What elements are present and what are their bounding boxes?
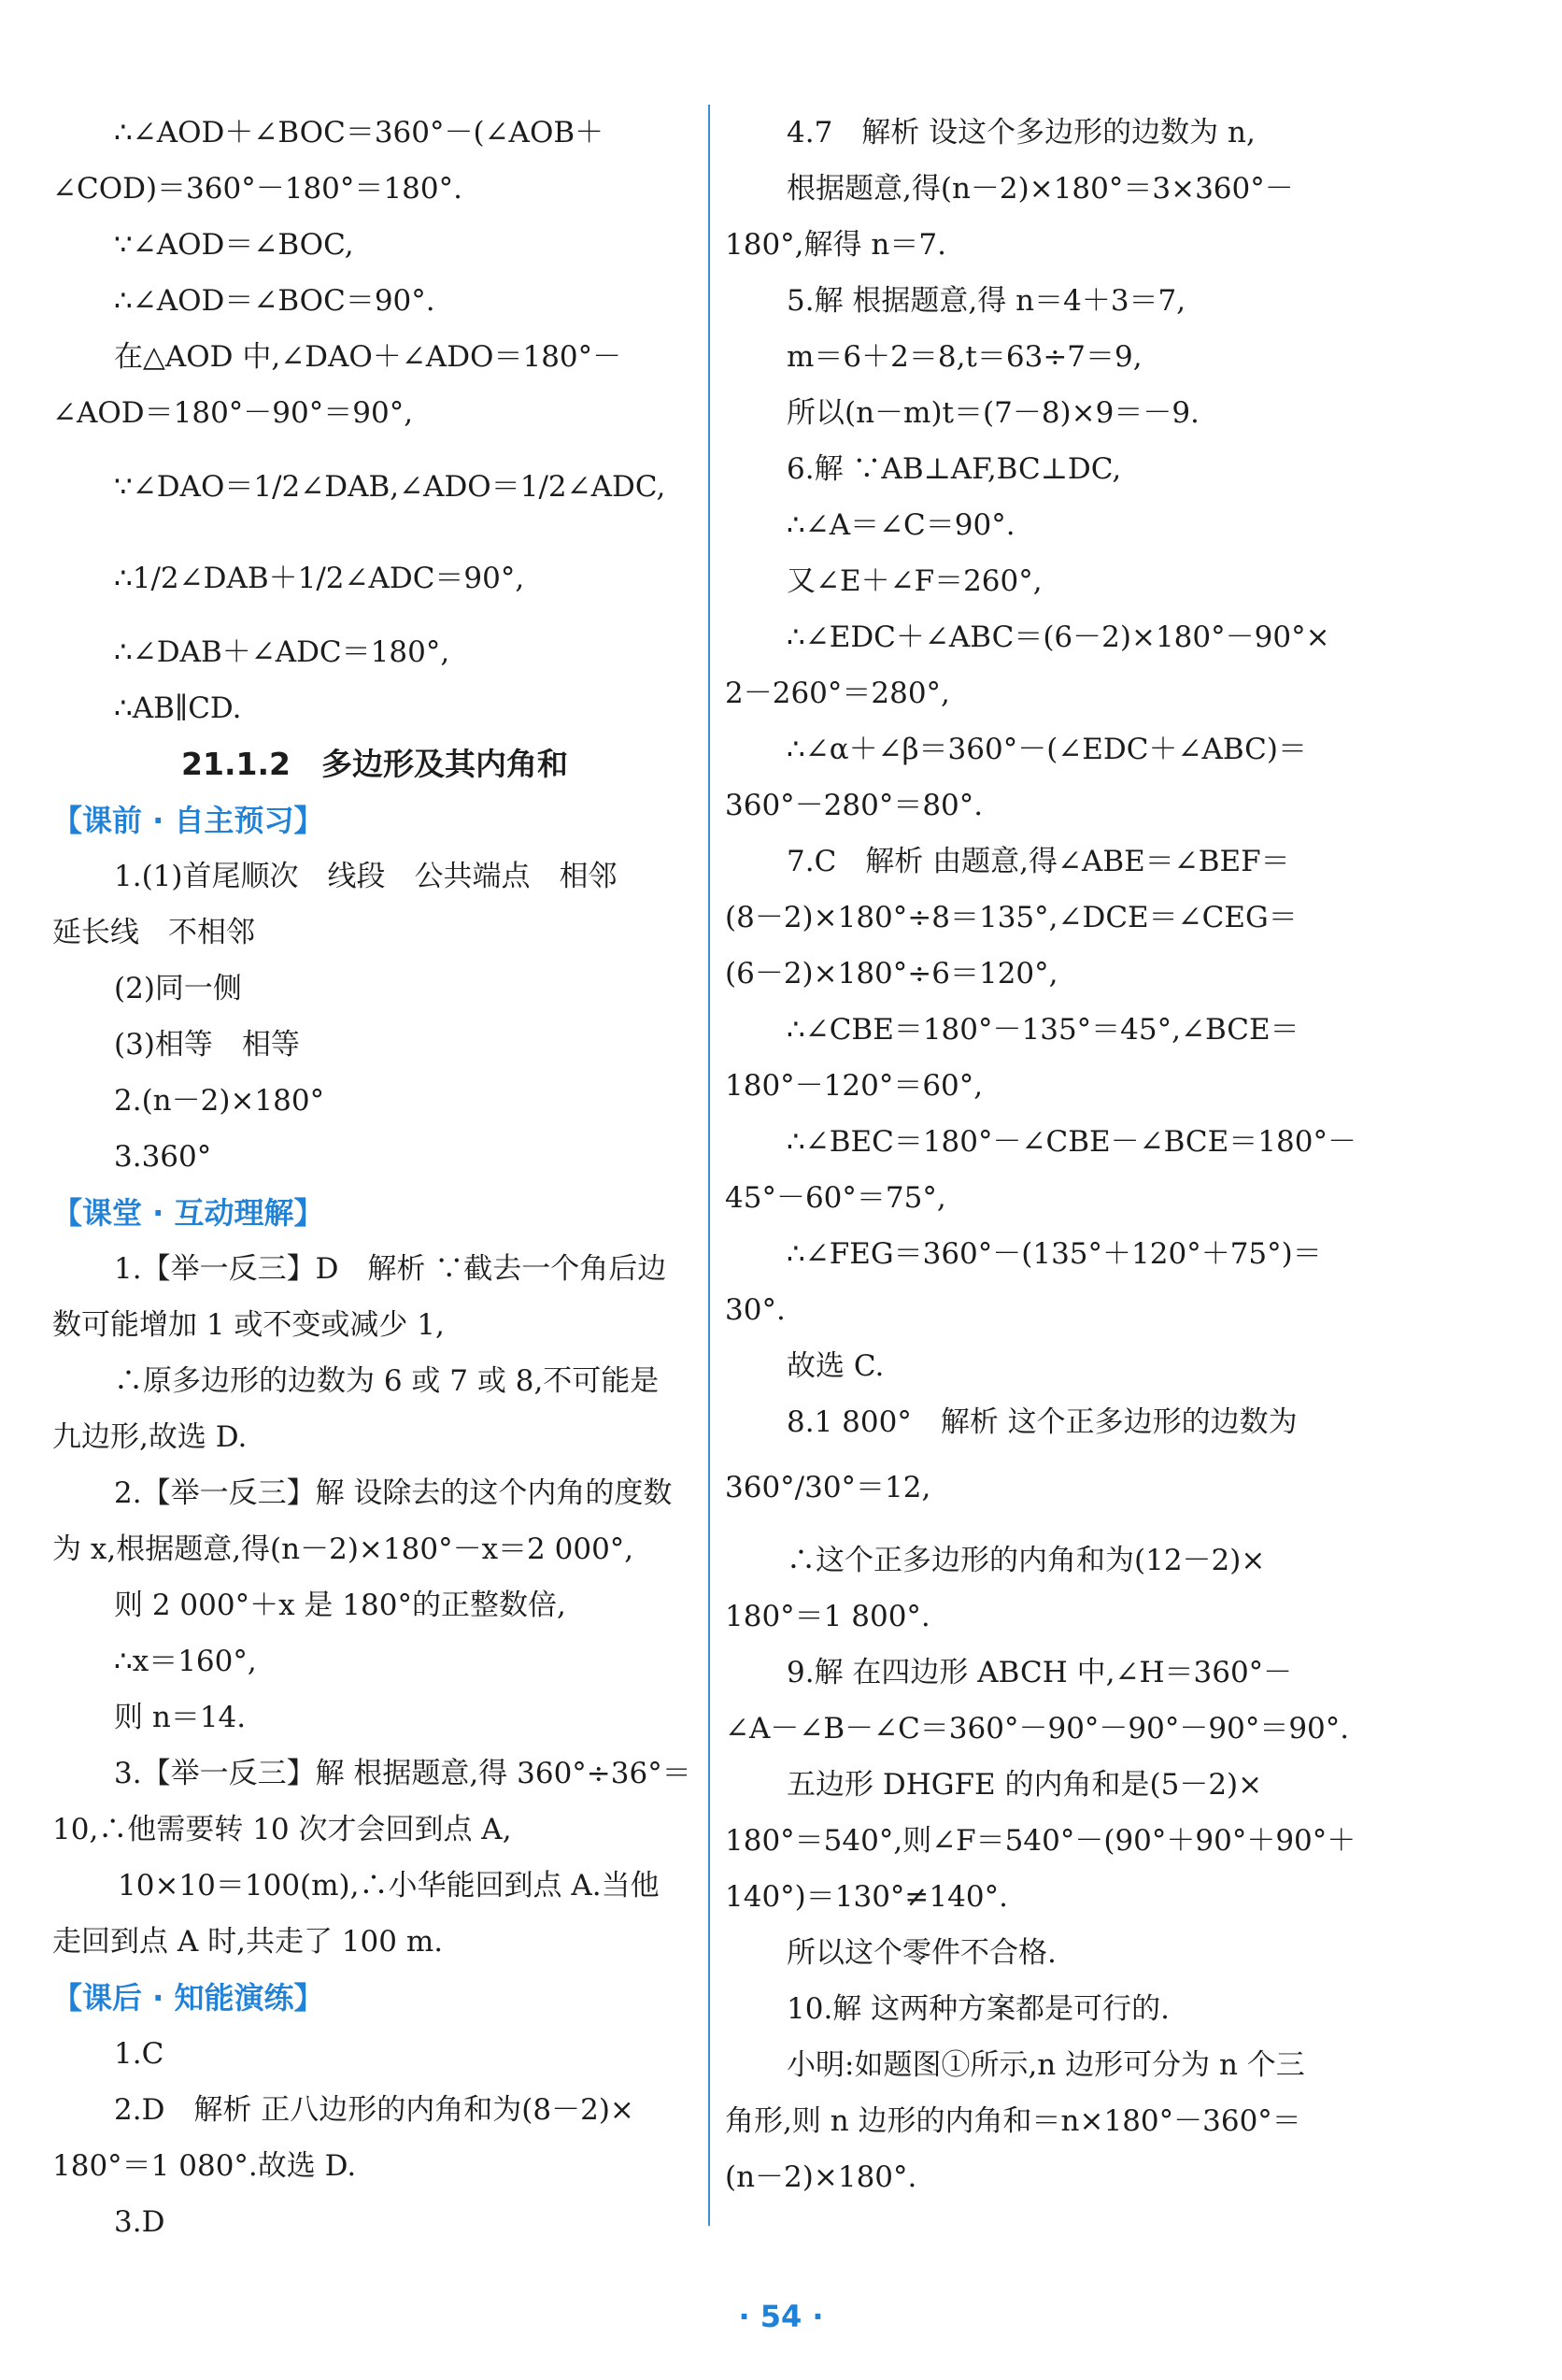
text-line: ∴∠AOD＝∠BOC＝90°. <box>114 284 435 318</box>
text-line: 10.解 这两种方案都是可行的. <box>787 1992 1171 2026</box>
text-line: 3.360° <box>114 1140 212 1174</box>
text-line: (n－2)×180°. <box>725 2160 917 2194</box>
left-column <box>52 105 697 2250</box>
text-line: 所以这个零件不合格. <box>787 1936 1057 1970</box>
text-line: ∴这个正多边形的内角和为(12－2)× <box>787 1544 1266 1577</box>
text-line: 7.C 解析 由题意,得∠ABE＝∠BEF＝ <box>787 845 1290 878</box>
text-line: 则 n＝14. <box>114 1701 247 1734</box>
text-line: ∴∠DAB＋∠ADC＝180°, <box>114 635 450 669</box>
text-line: 180°＝540°,则∠F＝540°－(90°＋90°＋90°＋ <box>725 1824 1356 1858</box>
text-line: ∵∠AOD＝∠BOC, <box>114 228 354 262</box>
text-line: ∴∠BEC＝180°－∠CBE－∠BCE＝180°－ <box>787 1125 1356 1159</box>
text-line: ∴x＝160°, <box>114 1645 257 1678</box>
text-line: 2.【举一反三】解 设除去的这个内角的度数 <box>114 1476 673 1510</box>
text-line: 小明:如题图①所示,n 边形可分为 n 个三 <box>787 2048 1305 2082</box>
text-line: 延长线 不相邻 <box>52 916 255 949</box>
text-line: 1.【举一反三】D 解析 ∵截去一个角后边 <box>114 1252 667 1286</box>
text-line: 在△AOD 中,∠DAO＋∠ADO＝180°－ <box>114 340 622 374</box>
text-line: 30°. <box>725 1293 786 1327</box>
text-line: (8－2)×180°÷8＝135°,∠DCE＝∠CEG＝ <box>725 901 1298 934</box>
text-line: 9.解 在四边形 ABCH 中,∠H＝360°－ <box>787 1656 1293 1689</box>
right-column <box>725 105 1368 2205</box>
text-line: (3)相等 相等 <box>114 1028 300 1062</box>
text-line: ∴∠A＝∠C＝90°. <box>787 508 1015 542</box>
text-line: 根据题意,得(n－2)×180°＝3×360°－ <box>787 172 1294 206</box>
text-line: 所以(n－m)t＝(7－8)×9＝－9. <box>787 396 1200 430</box>
text-line: 3.【举一反三】解 根据题意,得 360°÷36°＝ <box>114 1757 691 1790</box>
text-line: 4.7 解析 设这个多边形的边数为 n, <box>787 116 1256 150</box>
text-line: ∴∠α＋∠β＝360°－(∠EDC＋∠ABC)＝ <box>787 733 1308 766</box>
section-bar: 【课前 · 自主预习】 <box>52 803 324 838</box>
text-line: 1.C <box>114 2037 164 2071</box>
text-line: 360°－280°＝80°. <box>725 789 984 822</box>
text-line: 2－260°＝280°, <box>725 677 950 710</box>
column-divider <box>708 105 710 2226</box>
text-line: m＝6＋2＝8,t＝63÷7＝9, <box>787 340 1143 374</box>
text-line: 6.解 ∵AB⊥AF,BC⊥DC, <box>787 452 1122 486</box>
text-line: 10×10＝100(m),∴小华能回到点 A.当他 <box>118 1869 660 1903</box>
section-bar: 【课堂 · 互动理解】 <box>52 1195 324 1231</box>
text-line: 2.D 解析 正八边形的内角和为(8－2)× <box>114 2093 634 2127</box>
text-line: 则 2 000°＋x 是 180°的正整数倍, <box>114 1589 566 1622</box>
text-line: ∵∠DAO＝1/2∠DAB,∠ADO＝1/2∠ADC, <box>114 470 666 504</box>
text-line: 五边形 DHGFE 的内角和是(5－2)× <box>787 1768 1263 1802</box>
section-bar: 【课后 · 知能演练】 <box>52 1980 324 2016</box>
text-line: 为 x,根据题意,得(n－2)×180°－x＝2 000°, <box>52 1532 634 1566</box>
text-line: 3.D <box>114 2205 165 2239</box>
text-line: ∴∠CBE＝180°－135°＝45°,∠BCE＝ <box>787 1013 1299 1047</box>
text-line: 360°/30°＝12, <box>725 1471 931 1504</box>
text-line: 数可能增加 1 或不变或减少 1, <box>52 1308 445 1342</box>
text-line: ∠A－∠B－∠C＝360°－90°－90°－90°＝90°. <box>725 1712 1350 1746</box>
text-line: 九边形,故选 D. <box>52 1420 248 1454</box>
text-line: 故选 C. <box>787 1349 885 1383</box>
text-line: ∠AOD＝180°－90°＝90°, <box>52 396 414 430</box>
text-line: ∴1/2∠DAB＋1/2∠ADC＝90°, <box>114 562 525 595</box>
text-line: ∴原多边形的边数为 6 或 7 或 8,不可能是 <box>114 1364 660 1398</box>
text-line: 180°,解得 n＝7. <box>725 228 946 262</box>
text-line: 角形,则 n 边形的内角和＝n×180°－360°＝ <box>725 2104 1301 2138</box>
page-number: · 54 · <box>738 2299 824 2334</box>
text-line: 5.解 根据题意,得 n＝4＋3＝7, <box>787 284 1186 318</box>
text-line: ∴∠AOD＋∠BOC＝360°－(∠AOB＋ <box>114 116 604 150</box>
text-line: 140°)＝130°≠140°. <box>725 1880 1008 1914</box>
text-line: 180°－120°＝60°, <box>725 1069 984 1103</box>
text-line: ∴∠EDC＋∠ABC＝(6－2)×180°－90°× <box>787 620 1330 654</box>
text-line: ∠COD)＝360°－180°＝180°. <box>52 172 462 206</box>
text-line: 走回到点 A 时,共走了 100 m. <box>52 1925 444 1959</box>
text-line: 10,∴他需要转 10 次才会回到点 A, <box>52 1813 512 1846</box>
section-title: 21.1.2 多边形及其内角和 <box>181 746 568 782</box>
text-line: 2.(n－2)×180° <box>114 1084 325 1118</box>
text-line: ∴∠FEG＝360°－(135°＋120°＋75°)＝ <box>787 1237 1322 1271</box>
text-line: 1.(1)首尾顺次 线段 公共端点 相邻 <box>114 860 618 893</box>
text-line: 又∠E＋∠F＝260°, <box>787 564 1043 598</box>
text-line: 8.1 800° 解析 这个正多边形的边数为 <box>787 1405 1298 1439</box>
text-line: 180°＝1 080°.故选 D. <box>52 2149 357 2183</box>
text-line: 180°＝1 800°. <box>725 1600 930 1633</box>
text-line: 45°－60°＝75°, <box>725 1181 946 1215</box>
text-line: (6－2)×180°÷6＝120°, <box>725 957 1058 990</box>
text-line: (2)同一侧 <box>114 972 242 1005</box>
text-line: ∴AB∥CD. <box>114 691 242 725</box>
